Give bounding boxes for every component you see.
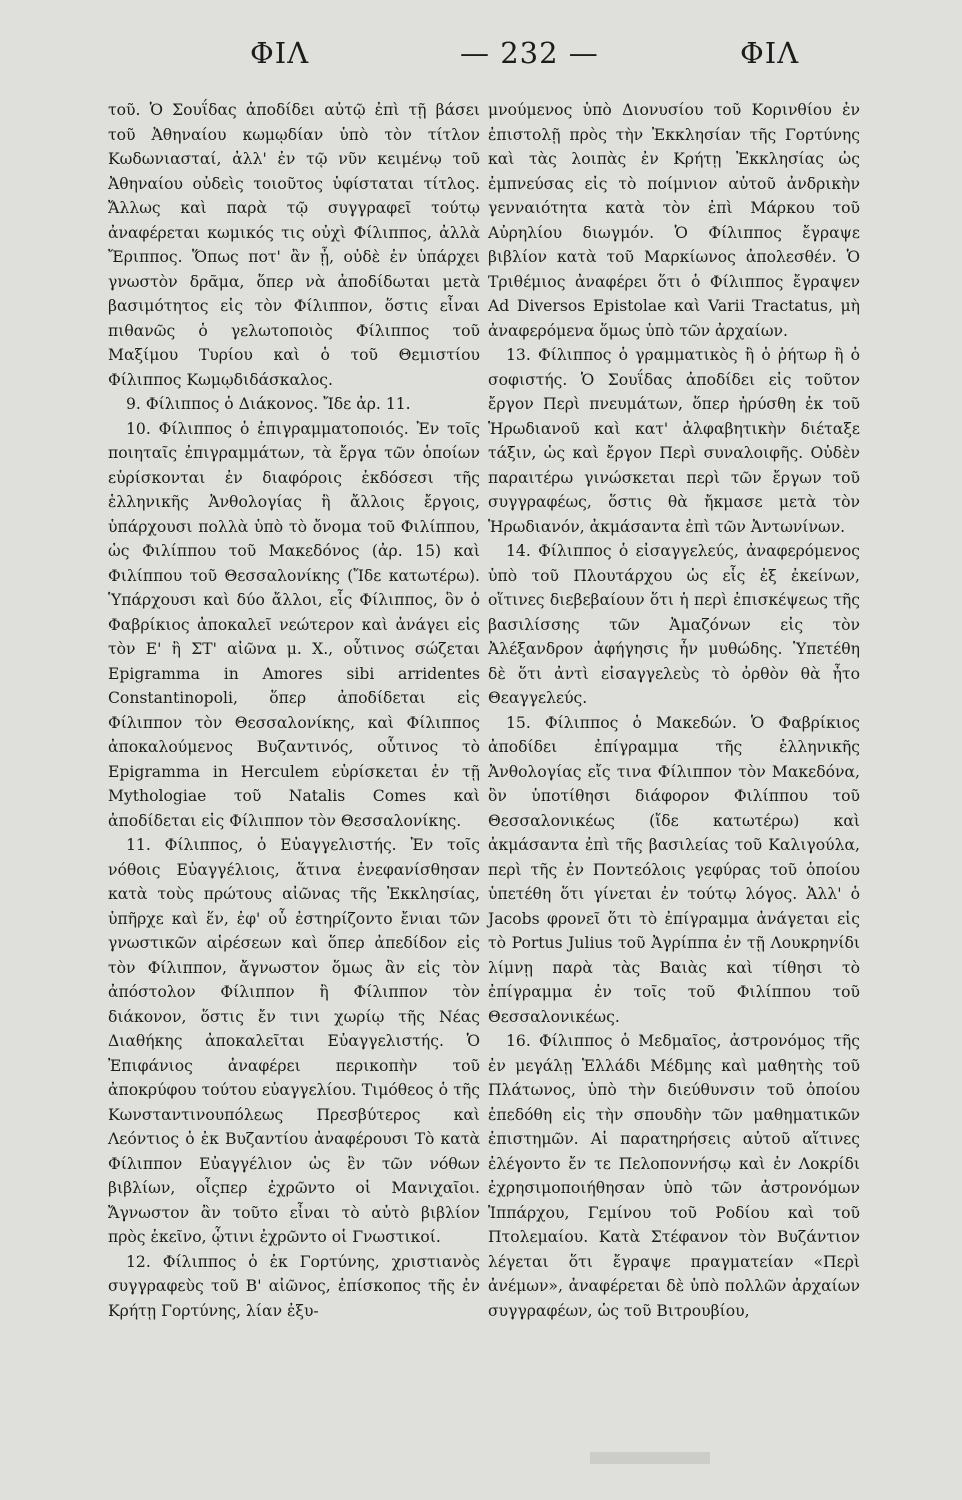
paragraph: 14. Φίλιππος ὁ εἰσαγγελεύς, ἀναφερόμενος ὑπὸ τοῦ Πλουτάρχου ὡς εἷς ἐξ ἐκείνων, οἵτινες διεβεβαίουν ὅτι ἡ περὶ ἐπισκέψεως τῆς βασιλίσσης τῶν Ἀμαζόνων εἰς τὸν Ἀλέξανδρον ἀφήγησις ἦν μυθώδης. Ὑπετέθη δὲ ὅτι ἀντὶ εἰσαγγελεὺς τὸ ὀρθὸν θὰ ἦτο Θεαγγελεύς. (488, 542, 860, 707)
header-left: ΦΙΛ (250, 36, 310, 70)
paragraph: 11. Φίλιππος, ὁ Εὐαγγελιστής. Ἐν τοῖς νόθοις Εὐαγγέλιοις, ἅτινα ἐνεφανίσθησαν κατὰ τοὺς πρώτους αἰῶνας τῆς Ἐκκλησίας, ὑπῆρχε καὶ ἕν, ἐφ' οὗ ἐστηρίζοντο ἔνιαι τῶν γνωστικῶν αἱρέσεων καὶ ὅπερ ἀπεδίδον εἰς τὸν Φίλιππον, ἄγνωστον ὅμως ἂν εἰς τὸν ἀπόστολον Φίλιππον ἢ Φίλιππον τὸν διάκονον, ὅστις ἔν τινι χωρίῳ τῆς Νέας Διαθήκης ἀποκαλεῖται Εὐαγγελιστής. Ὁ Ἐπιφάνιος ἀναφέρει περικοπὴν τοῦ ἀποκρύφου τούτου εὐαγγελίου. Τιμόθεος ὁ τῆς Κωνσταντινουπόλεως Πρεσβύτερος καὶ Λεόντιος ὁ ἐκ Βυζαντίου ἀναφέρουσι Τὸ κατὰ Φίλιππον Εὐαγγέλιον ὡς ἓν τῶν νόθων βιβλίων, οἷςπερ ἐχρῶντο οἱ Μανιχαῖοι. Ἄγνωστον ἂν τοῦτο εἶναι τὸ αὐτὸ βιβλίον πρὸς ἐκεῖνο, ᾧτινι ἐχρῶντο οἱ Γνωστικοί. (108, 836, 480, 1246)
paragraph: 15. Φίλιππος ὁ Μακεδών. Ὁ Φαβρίκιος ἀποδίδει ἐπίγραμμα τῆς ἑλληνικῆς Ἀνθολογίας εἴς τινα Φίλιππον τὸν Μακεδόνα, ὃν ὑποτίθησι διάφορον Φιλίππου τοῦ Θεσσαλονικέως (ἴδε κατωτέρω) καὶ ἀκμάσαντα ἐπὶ τῆς βασιλείας τοῦ Καλιγούλα, περὶ τῆς ἐν Ποντεόλοις γεφύρας τοῦ ὁποίου ὑπετέθη ὅτι γίνεται ἐν τούτῳ λόγος. Ἀλλ' ὁ Jacobs φρονεῖ ὅτι τὸ ἐπίγραμμα ἀνάγεται εἰς τὸ Portus Julius τοῦ Ἀγρίππα ἐν τῇ Λουκρηνίδι λίμνῃ παρὰ τὰς Βαιὰς καὶ τίθησι τὸ ἐπίγραμμα ἐν τοῖς τοῦ Φιλίππου τοῦ Θεσσαλονικέως. (488, 713, 860, 1026)
paragraph: 9. Φίλιππος ὁ Διάκονος. Ἴδε ἀρ. 11. (126, 395, 411, 413)
header-right: ΦΙΛ (740, 36, 800, 70)
paragraph: τοῦ. Ὁ Σουΐδας ἀποδίδει αὐτῷ ἐπὶ τῇ βάσει τοῦ Ἀθηναίου κωμῳδίαν ὑπὸ τὸν τίτλον Κωδωνιασταί, ἀλλ' ἐν τῷ νῦν κειμένῳ τοῦ Ἀθηναίου οὐδεὶς τοιοῦτος ὑφίσταται τίτλος. Ἄλλως καὶ παρὰ τῷ συγγραφεῖ τούτῳ ἀναφέρεται κωμικός τις οὐχὶ Φίλιππος, ἀλλὰ Ἔριππος. Ὅπως ποτ' ἂν ᾖ, οὐδὲ ἐν ὑπάρχει γνωστὸν δρᾶμα, ὅπερ νὰ ἀποδίδωται μετὰ βασιμότητος εἰς τὸν Φίλιππον, ὅστις εἶναι πιθανῶς ὁ γελωτοποιὸς Φίλιππος τοῦ Μαξίμου Τυρίου καὶ ὁ τοῦ Θεμιστίου Φίλιππος Κωμῳδιδάσκαλος. (108, 101, 480, 389)
paragraph: 12. Φίλιππος ὁ ἐκ Γορτύνης, χριστιανὸς συγγραφεὺς τοῦ Β' αἰῶνος, ἐπίσκοπος τῆς ἐν Κρήτῃ Γορτύνης, λίαν ἐξυ- (108, 1252, 480, 1320)
paragraph: 13. Φίλιππος ὁ γραμματικὸς ἢ ὁ ῥήτωρ ἢ ὁ σοφιστής. Ὁ Σουΐδας ἀποδίδει εἰς τοῦτον ἔργον Περὶ πνευμάτων, ὅπερ ἠρύσθη ἐκ τοῦ Ἡρωδιανοῦ καὶ κατ' ἀλφαβητικὴν διέταξε τάξιν, ὡς καὶ ἔργον Περὶ συναλοιφῆς. Οὐδὲν παραιτέρω γινώσκεται περὶ τῶν ἔργων τοῦ συγγραφέως, ὅστις θὰ ἤκμασε μετὰ τὸν Ἡρωδιανόν, ἀκμάσαντα ἐπὶ τῶν Ἀντωνίνων. (488, 346, 860, 536)
paragraph: 10. Φίλιππος ὁ ἐπιγραμματοποιός. Ἐν τοῖς ποιηταῖς ἐπιγραμμάτων, τὰ ἔργα τῶν ὁποίων εὑρίσκονται ἐν διαφόροις ἐκδόσεσι τῆς ἑλληνικῆς Ἀνθολογίας ἢ ἄλλοις ἔργοις, ὑπάρχουσι πολλὰ ὑπὸ τὸ ὄνομα τοῦ Φιλίππου, ὡς Φιλίππου τοῦ Μακεδόνος (ἀρ. 15) καὶ Φιλίππου τοῦ Θεσσαλονίκης (Ἴδε κατωτέρω). Ὑπάρχουσι καὶ δύο ἄλλοι, εἷς Φίλιππος, ὃν ὁ Φαβρίκιος ἀποκαλεῖ νεώτερον καὶ ἀνάγει εἰς τὸν Ε' ἢ ΣΤ' αἰῶνα μ. Χ., οὗτινος σώζεται Epigramma in Amores sibi arridentes Constantinopoli, ὅπερ ἀποδίδεται εἰς Φίλιππον τὸν Θεσσαλονίκης, καὶ Φίλιππος ἀποκαλούμενος Βυζαντινός, οὗτινος τὸ Epigramma in Herculem εὑρίσκεται ἐν τῇ Mythologiae τοῦ Natalis Comes καὶ ἀποδίδεται εἰς Φίλιππον τὸν Θεσσαλονίκης. (108, 419, 480, 830)
left-column (108, 98, 480, 1323)
running-header (100, 36, 860, 86)
right-column (488, 98, 860, 1323)
page-number: — 232 — (460, 36, 599, 70)
paragraph: 16. Φίλιππος ὁ Μεδμαῖος, ἀστρονόμος τῆς ἐν μεγάλῃ Ἑλλάδι Μέδμης καὶ μαθητὴς τοῦ Πλάτωνος, ὑπὸ τὴν διεύθυνσιν τοῦ ὁποίου ἐπεδόθη εἰς τὴν σπουδὴν τῶν μαθηματικῶν ἐπιστημῶν. Αἱ παρατηρήσεις αὐτοῦ αἵτινες ἐλέγοντο ἔν τε Πελοποννήσῳ καὶ ἐν Λοκρίδι ἐχρησιμοποιήθησαν ὑπὸ τῶν ἀστρονόμων Ἱππάρχου, Γεμίνου τοῦ Ροδίου καὶ τοῦ Πτολεμαίου. Κατὰ Στέφανον τὸν Βυζάντιον λέγεται ὅτι ἔγραψε πραγματείαν «Περὶ ἀνέμων», ἀναφέρεται δὲ ὑπὸ πολλῶν ἀρχαίων συγγραφέων, ὡς τοῦ Βιτρουβίου, (488, 1032, 860, 1320)
faded-stamp (590, 1452, 710, 1464)
paragraph: μνούμενος ὑπὸ Διονυσίου τοῦ Κορινθίου ἐν ἐπιστολῇ πρὸς τὴν Ἐκκλησίαν τῆς Γορτύνης καὶ τὰς λοιπὰς ἐν Κρήτῃ Ἐκκλησίας ὡς ἐμπνεύσας εἰς τὸ ποίμνιον αὐτοῦ ἀνδρικὴν γενναιότητα κατὰ τὸν ἐπὶ Μάρκου τοῦ Αὐρηλίου διωγμόν. Ὁ Φίλιππος ἔγραψε βιβλίον κατὰ τοῦ Μαρκίωνος ἀπολεσθέν. Ὁ Τριθέμιος ἀναφέρει ὅτι ὁ Φίλιππος ἔγραψεν Ad Diversos Epistolae καὶ Varii Tractatus, μὴ ἀναφερόμενα ὅμως ὑπὸ τῶν ἀρχαίων. (488, 101, 860, 340)
